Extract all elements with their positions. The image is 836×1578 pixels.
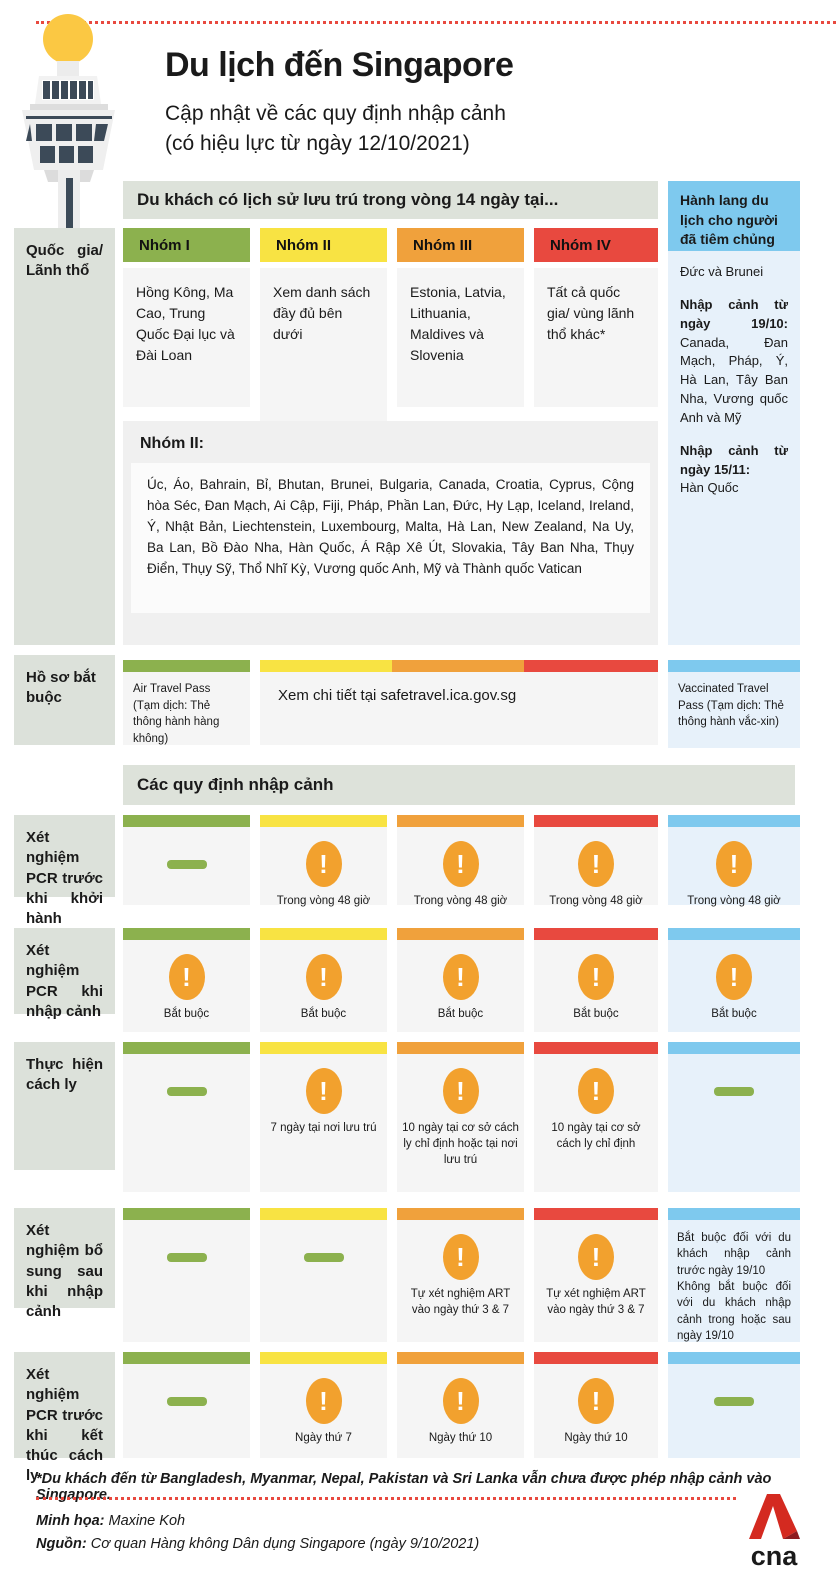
regulations-header: Các quy định nhập cảnh [123,765,795,805]
row4-group4-text: Tự xét nghiệm ART vào ngày thứ 3 & 7 [546,1288,646,1317]
documents-group1-cell [123,660,250,745]
row1-group4-text: Trong vòng 48 giờ [549,895,643,907]
group2-color-bar [260,660,392,672]
row5-group4-cell [534,1364,658,1458]
alert-icon: ! [443,841,479,887]
cna-logo-mark [747,1492,801,1540]
dash-icon [167,860,207,869]
group1-color-bar [123,660,250,672]
row4-vtl-text-1: Bắt buộc đối với du khách nhập cảnh trước ngày 19/10 [677,1232,791,1277]
vtl-color-bar [668,815,800,827]
documents-groups234-cell [260,660,658,745]
vtl-color-bar [668,1208,800,1220]
row5-group1-cell [123,1364,250,1458]
row3-group2-text: 7 ngày tại nơi lưu trú [270,1122,377,1134]
group4-color-bar [534,815,658,827]
cna-logo [744,1492,804,1571]
group2-color-bar [260,1352,387,1364]
vtl-entry-2 [680,442,788,499]
group3-color-bar [397,1042,524,1054]
row1-group2-cell [260,827,387,905]
alert-icon: ! [716,841,752,887]
vtl-body [668,251,800,645]
row3-group2-cell [260,1054,387,1192]
alert-icon: ! [443,1234,479,1280]
vtl-color-bar [668,1352,800,1364]
group2-column [260,228,387,421]
row3-group1-cell [123,1054,250,1192]
row2-group4-text: Bắt buộc [573,1008,619,1020]
row3-group4-cell [534,1054,658,1192]
row-label-countries: Quốc gia/ Lãnh thổ [14,228,115,645]
row5-group4-text: Ngày thứ 10 [564,1432,628,1444]
group4-color-bar [534,928,658,940]
alert-icon: ! [169,954,205,1000]
row1-vtl-text: Trong vòng 48 giờ [687,895,781,907]
group1-column [123,228,250,407]
row2-group1-text: Bắt buộc [163,1008,210,1020]
row1-group4-cell [534,827,658,905]
dash-icon [304,1253,344,1262]
group2-header: Nhóm II [260,228,387,262]
top-divider [36,21,836,24]
vtl-entry-2-body: Hàn Quốc [680,480,739,496]
tricolor-bar [260,660,658,672]
alert-icon: ! [578,1234,614,1280]
row2-group1-cell [123,940,250,1032]
alert-icon: ! [578,841,614,887]
alert-icon: ! [443,1378,479,1424]
group4-color-bar [534,1042,658,1054]
alert-icon: ! [306,954,342,1000]
dash-icon [714,1087,754,1096]
dash-icon [714,1397,754,1406]
row3-group3-cell [397,1054,524,1192]
alert-icon: ! [578,954,614,1000]
group1-color-bar [123,1352,250,1364]
row1-label: Xét nghiệm PCR trước khi khởi hành [14,815,115,897]
alert-icon: ! [306,841,342,887]
row5-group3-cell [397,1364,524,1458]
vtl-color-bar [668,1042,800,1054]
row5-group3-text: Ngày thứ 10 [428,1432,493,1444]
control-tower-icon [2,6,137,257]
row4-vtl-text-2: Không bắt buộc đối với du khách nhập cảnh trong hoặc sau ngày 19/10 [677,1280,791,1342]
group1-header: Nhóm I [123,228,250,262]
dash-icon [167,1087,207,1096]
cna-logo-text: cna [750,1541,798,1571]
row5-group2-text: Ngày thứ 7 [295,1432,352,1444]
group4-color-bar [524,660,658,672]
documents-vtl-cell [668,660,800,748]
documents-group1-text: Air Travel Pass (Tạm dịch: Thẻ thông hành hàng không) [123,672,250,745]
group3-body: Estonia, Latvia, Lithuania, Maldives và Slovenia [397,268,524,407]
row3-group3-text: 10 ngày tại cơ sở cách ly chỉ định hoặc tại nơi lưu trú [402,1122,519,1167]
alert-icon: ! [443,954,479,1000]
page-subtitle-line2: (có hiệu lực từ ngày 12/10/2021) [165,132,470,156]
group1-color-bar [123,1208,250,1220]
vtl-entry-1 [680,296,788,428]
row2-vtl-cell [668,940,800,1032]
row2-group3-text: Bắt buộc [437,1008,484,1020]
group3-color-bar [397,928,524,940]
row3-vtl-cell [668,1054,800,1192]
credit-illustration-value: Maxine Koh [104,1513,186,1529]
footnote: *Du khách đến từ Bangladesh, Myanmar, Nepal, Pakistan và Sri Lanka vẫn chưa được phép nhập cảnh vào Singapore. [36,1471,772,1503]
group2-color-bar [260,928,387,940]
credits [36,1510,676,1556]
group3-color-bar [392,660,524,672]
page-title: Du lịch đến Singapore [165,46,514,84]
row2-group2-cell [260,940,387,1032]
row1-vtl-cell [668,827,800,905]
documents-groups234-text: Xem chi tiết tại safetravel.ica.gov.sg [260,672,658,745]
group3-color-bar [397,1352,524,1364]
vtl-entry-2-label: Nhập cảnh từ ngày 15/11: [680,442,788,477]
group3-color-bar [397,815,524,827]
row4-group3-text: Tự xét nghiệm ART vào ngày thứ 3 & 7 [410,1288,511,1317]
group3-header: Nhóm III [397,228,524,262]
bottom-divider [36,1497,736,1500]
vtl-entry-1-body: Canada, Đan Mạch, Pháp, Ý, Hà Lan, Tây Ban Nha, Vương quốc Anh và Mỹ [680,334,788,425]
group2-detail-panel [123,421,658,645]
credit-illustration [36,1510,676,1533]
vtl-entry-1-label: Nhập cảnh từ ngày 19/10: [680,296,788,331]
alert-icon: ! [578,1378,614,1424]
group4-color-bar [534,1208,658,1220]
credit-source-label: Nguồn: [36,1536,87,1553]
travel-history-header: Du khách có lịch sử lưu trú trong vòng 14 ngày tại... [123,181,658,219]
alert-icon: ! [578,1068,614,1114]
group1-color-bar [123,928,250,940]
group4-header: Nhóm IV [534,228,658,262]
group4-column [534,228,658,407]
group1-color-bar [123,1042,250,1054]
dash-icon [167,1397,207,1406]
group3-column [397,228,524,407]
group1-body: Hồng Kông, Ma Cao, Trung Quốc Đại lục và Đài Loan [123,268,250,407]
row4-label: Xét nghiệm bổ sung sau khi nhập cảnh [14,1208,115,1308]
row3-group4-text: 10 ngày tại cơ sở cách ly chỉ định [551,1122,641,1151]
group4-body: Tất cả quốc gia/ vùng lãnh thổ khác* [534,268,658,407]
row2-group3-cell [397,940,524,1032]
credit-source [36,1533,676,1556]
row5-vtl-cell [668,1364,800,1458]
vtl-countries-current: Đức và Brunei [680,264,764,279]
row5-group2-cell [260,1364,387,1458]
vtl-header: Hành lang du lịch cho người đã tiêm chủng [668,181,800,251]
row2-group4-cell [534,940,658,1032]
vtl-color-bar [668,660,800,672]
page-subtitle-line1: Cập nhật về các quy định nhập cảnh [165,102,506,125]
row2-vtl-text: Bắt buộc [711,1008,757,1020]
row1-group3-cell [397,827,524,905]
group2-color-bar [260,815,387,827]
documents-vtl-text: Vaccinated Travel Pass (Tạm dịch: Thẻ thông hành vắc-xin) [668,672,800,748]
row1-group1-cell [123,827,250,905]
group2-color-bar [260,1208,387,1220]
alert-icon: ! [443,1068,479,1114]
group4-color-bar [534,1352,658,1364]
row3-label: Thực hiện cách ly [14,1042,115,1170]
alert-icon: ! [306,1378,342,1424]
group2-detail-heading: Nhóm II: [140,435,204,452]
group2-color-bar [260,1042,387,1054]
alert-icon: ! [716,954,752,1000]
row-label-documents: Hồ sơ bắt buộc [14,655,115,745]
credit-source-value: Cơ quan Hàng không Dân dụng Singapore (ngày 9/10/2021) [86,1536,480,1553]
row4-group1-cell [123,1220,250,1342]
row1-group3-text: Trong vòng 48 giờ [413,895,508,907]
group2-country-list: Úc, Áo, Bahrain, Bỉ, Bhutan, Brunei, Bulgaria, Canada, Croatia, Cyprus, Cộng hòa Séc, Đan Mạch, Ai Cập, Fiji, Pháp, Phần Lan, Đức, Hy Lạp, Iceland, Ireland, Ý, Nhật Bản, Liechtenstein, Luxembourg, Malta, Hà Lan, New Zealand, Na Uy, Ba Lan, Bồ Đào Nha, Hàn Quốc, Á Rập Xê Út, Slovakia, Tây Ban Nha, Thụy Điển, Thụy Sỹ, Thổ Nhĩ Kỳ, Vương quốc Anh, Mỹ và Thành quốc Vatican [131,463,650,613]
row4-group3-cell [397,1220,524,1342]
dash-icon [167,1253,207,1262]
row1-group2-text: Trong vòng 48 giờ [276,895,371,907]
alert-icon: ! [306,1068,342,1114]
row5-label: Xét nghiệm PCR trước khi kết thúc cách ly [14,1352,115,1458]
vtl-color-bar [668,928,800,940]
group2-body: Xem danh sách đầy đủ bên dưới [260,268,387,421]
row2-group2-text: Bắt buộc [300,1008,347,1020]
row2-label: Xét nghiệm PCR khi nhập cảnh [14,928,115,1014]
row4-group4-cell [534,1220,658,1342]
credit-illustration-label: Minh họa: [36,1513,105,1529]
group1-color-bar [123,815,250,827]
row4-group2-cell [260,1220,387,1342]
row4-vtl-cell [668,1220,800,1342]
group3-color-bar [397,1208,524,1220]
